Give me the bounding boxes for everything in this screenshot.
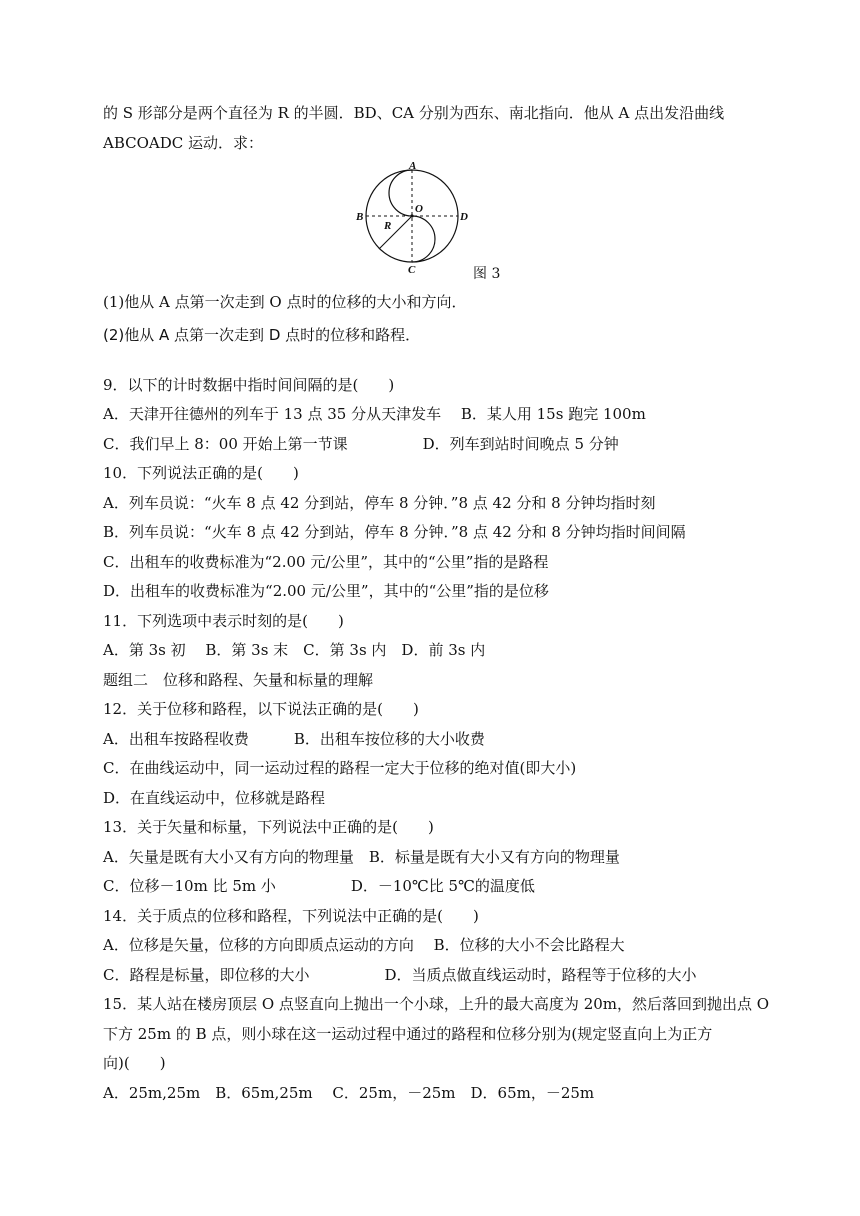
label-c: C [408,264,416,276]
q12-option-c: C．在曲线运动中，同一运动过程的路程一定大于位移的绝对值(即大小) [103,759,577,777]
center-point [410,214,413,217]
section-heading: 题组二 位移和路程、矢量和标量的理解 [103,671,374,689]
q14-options-cd: C．路程是标量，即位移的大小 D．当质点做直线运动时，路程等于位移的大小 [103,966,697,984]
circle-diagram [355,160,475,280]
q15-stem-line-3: 向)( ) [103,1054,166,1072]
q11-options: A．第 3s 初 B．第 3s 末 C．第 3s 内 D．前 3s 内 [103,641,486,659]
label-b: B [356,211,364,223]
q10-option-d: D．出租车的收费标准为“2.00 元/公里”，其中的“公里”指的是位移 [103,582,549,600]
upper-semicircle [389,170,412,216]
figure-caption: 图 3 [473,266,501,282]
q10-stem: 10．下列说法正确的是( ) [103,464,299,482]
q13-options-cd: C．位移－10m 比 5m 小 D．－10℃比 5℃的温度低 [103,877,535,895]
q10-option-b: B．列车员说：“火车 8 点 42 分到站，停车 8 分钟．”8 点 42 分和 8 分钟均指时间间隔 [103,523,686,541]
q13-stem: 13．关于矢量和标量，下列说法中正确的是( ) [103,818,434,836]
q10-option-c: C．出租车的收费标准为“2.00 元/公里”，其中的“公里”指的是路程 [103,553,549,571]
part-1: (1)他从 A 点第一次走到 O 点时的位移的大小和方向． [103,293,467,311]
q10-option-a: A．列车员说：“火车 8 点 42 分到站，停车 8 分钟．”8 点 42 分和 8 分钟均指时刻 [103,494,656,512]
q9-options-ab: A．天津开往德州的列车于 13 点 35 分从天津发车 B．某人用 15s 跑完 100m [103,405,646,423]
q13-options-ab: A．矢量是既有大小又有方向的物理量 B．标量是既有大小又有方向的物理量 [103,848,620,866]
q14-options-ab: A．位移是矢量，位移的方向即质点运动的方向 B．位移的大小不会比路程大 [103,936,625,954]
q11-stem: 11．下列选项中表示时刻的是( ) [103,612,344,630]
q15-stem-line-2: 下方 25m 的 B 点，则小球在这一运动过程中通过的路程和位移分别为(规定竖直向上为正方 [103,1025,713,1043]
q12-stem: 12．关于位移和路程，以下说法正确的是( ) [103,700,419,718]
q9-stem: 9．以下的计时数据中指时间间隔的是( ) [103,376,395,394]
intro-line-2: ABCOADC 运动．求： [103,134,264,152]
label-a: A [409,160,417,172]
part-2: (2)他从 A 点第一次走到 D 点时的位移和路程． [103,326,421,344]
q14-stem: 14．关于质点的位移和路程，下列说法中正确的是( ) [103,907,479,925]
label-o: O [415,203,423,215]
q15-stem-line-1: 15．某人站在楼房顶层 O 点竖直向上抛出一个小球，上升的最大高度为 20m，然后落回到抛出点 O [103,995,770,1013]
label-r: R [384,220,392,232]
q9-options-cd: C．我们早上 8：00 开始上第一节课 D．列车到站时间晚点 5 分钟 [103,435,619,453]
q15-options: A．25m,25m B．65m,25m C．25m，－25m D．65m，－25m [103,1084,595,1102]
q12-options-ab: A．出租车按路程收费 B．出租车按位移的大小收费 [103,730,485,748]
lower-semicircle [412,216,435,262]
q12-option-d: D．在直线运动中，位移就是路程 [103,789,326,807]
intro-line-1: 的 S 形部分是两个直径为 R 的半圆．BD、CA 分别为西东、南北指向．他从 A 点出发沿曲线 [103,104,725,122]
label-d: D [460,211,468,223]
